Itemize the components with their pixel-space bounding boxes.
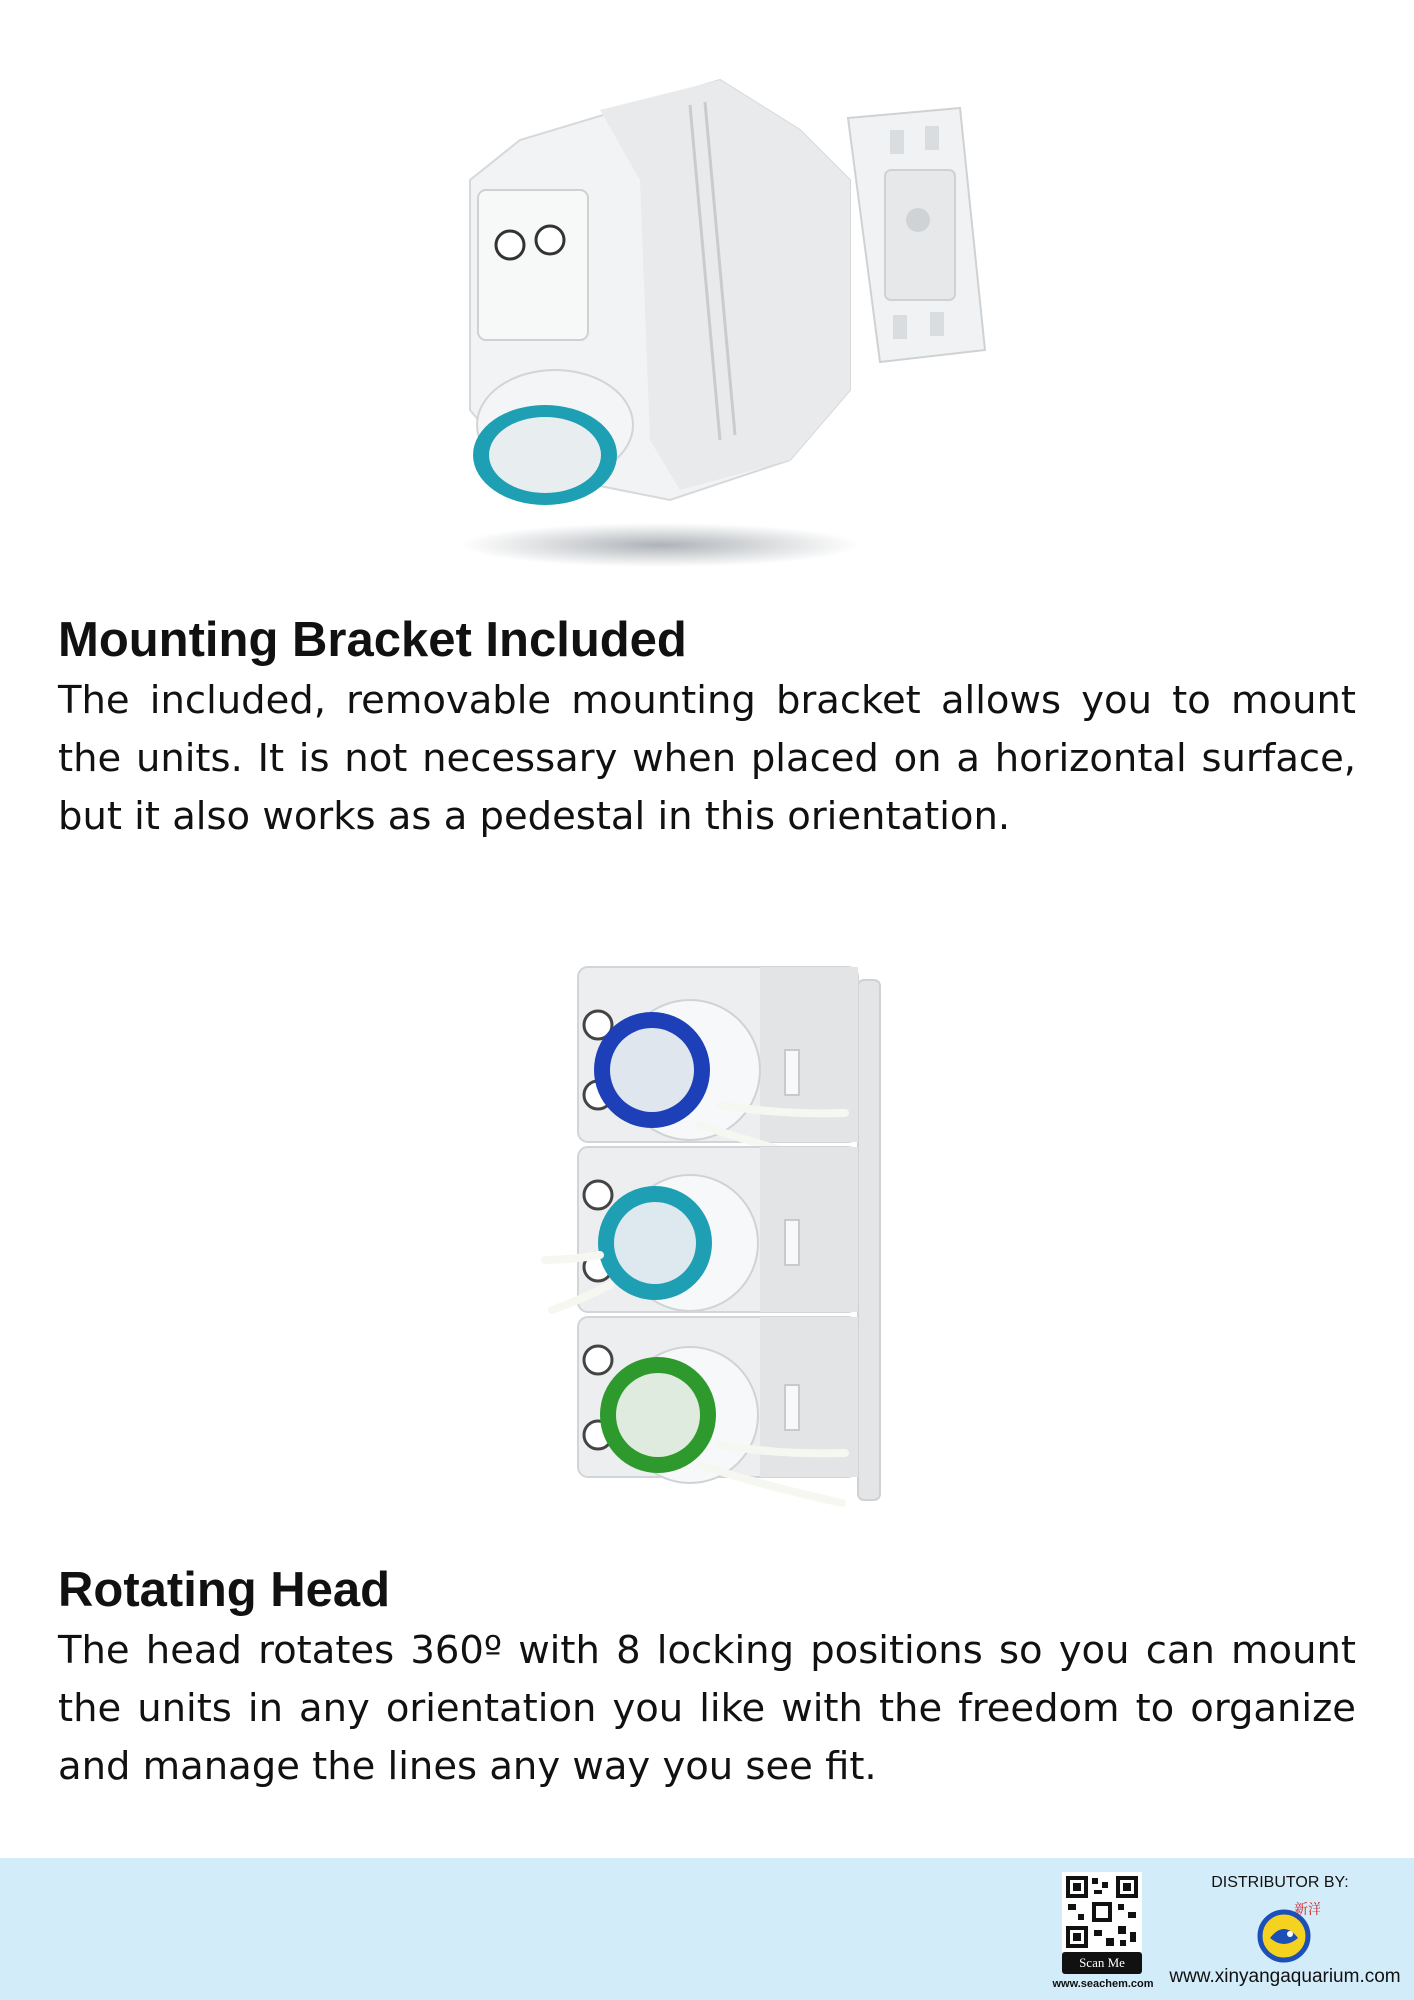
stacked-units-illustration bbox=[0, 955, 1414, 1525]
section-paragraph: The included, removable mounting bracket allows you to mount the units. It is not necessary when placed on a horizontal surface, but it also works as a pedestal in this orientation. bbox=[58, 678, 1356, 839]
section-paragraph: The head rotates 360º with 8 locking positions so you can mount the units in any orientation you like with the freedom to organize and manage the lines any way you see fit. bbox=[58, 1628, 1356, 1789]
qr-code-icon[interactable] bbox=[1062, 1872, 1142, 1952]
single-unit-illustration bbox=[0, 60, 1414, 580]
distributor-label: DISTRIBUTOR BY: bbox=[1211, 1874, 1349, 1891]
product-image-stacked-units bbox=[0, 955, 1414, 1525]
seachem-url[interactable]: www.seachem.com bbox=[1052, 1978, 1154, 1990]
xinyang-logo-icon bbox=[1250, 1898, 1320, 1964]
product-image-single-unit bbox=[0, 60, 1414, 580]
svg-text:新洋: 新洋 bbox=[1294, 1902, 1320, 1918]
section-heading: Rotating Head bbox=[58, 1563, 391, 1617]
section-heading: Mounting Bracket Included bbox=[58, 613, 687, 667]
distributor-url[interactable]: www.xinyangaquarium.com bbox=[1169, 1966, 1401, 1987]
scan-me-label: Scan Me bbox=[1062, 1952, 1142, 1974]
